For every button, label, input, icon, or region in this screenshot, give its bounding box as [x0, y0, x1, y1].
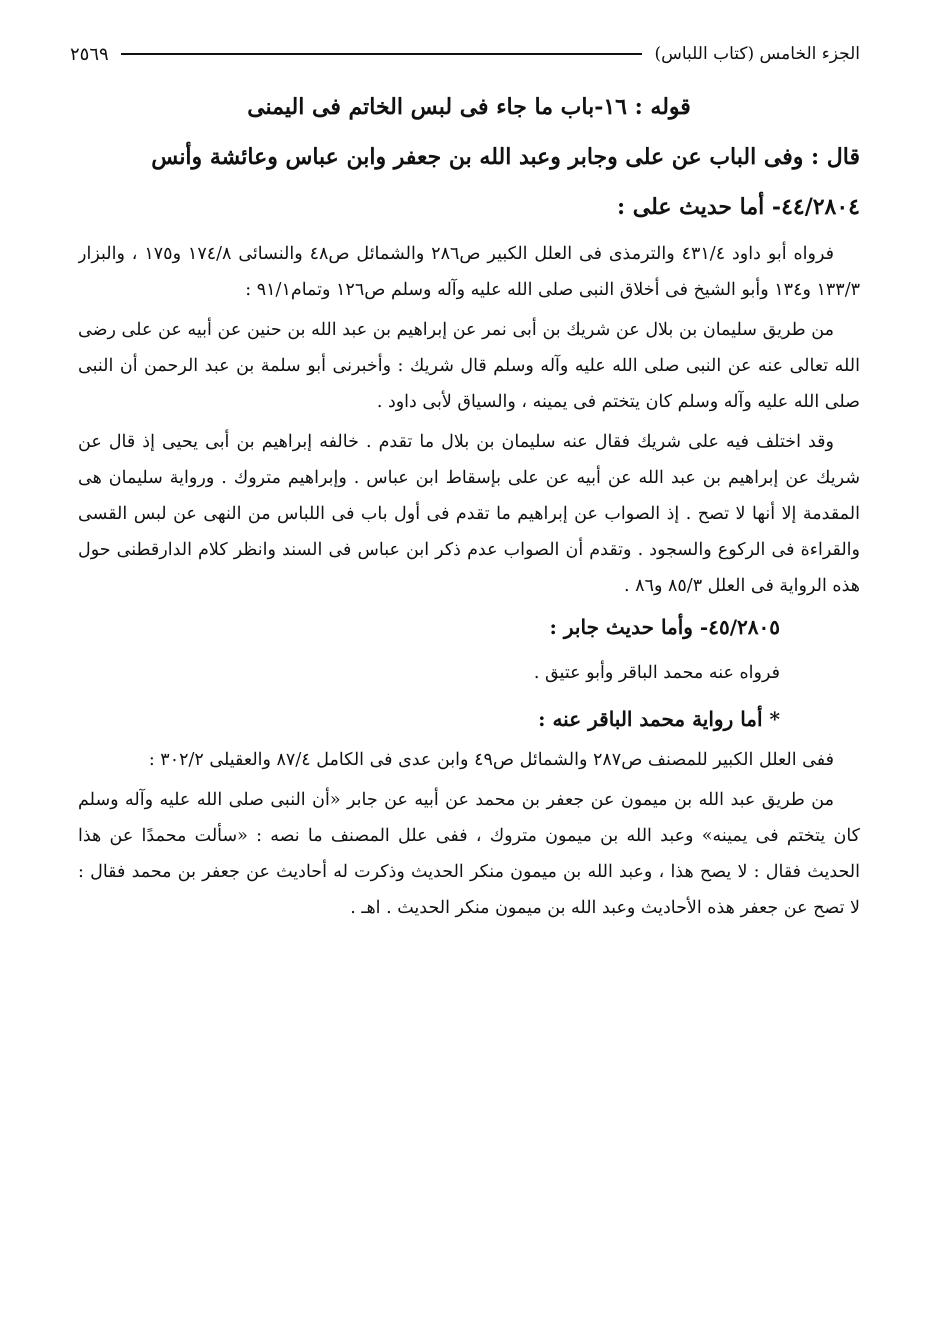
- page-number: ٢٥٦٩: [70, 43, 109, 65]
- page-header: [70, 34, 860, 74]
- subheading-baqir: * أما رواية محمد الباقر عنه :: [538, 707, 780, 731]
- paragraph-jabir-narrators: فرواه عنه محمد الباقر وأبو عتيق .: [533, 663, 780, 683]
- paragraph-sources-ali: فرواه أبو داود ٤٣١/٤ والترمذى فى العلل الكبير ص٢٨٦ والشمائل ص٤٨ والنسائى ١٧٤/٨ و١٧٥ ، والبزار ١٣٣/٣ و١٣٤ وأبو الشيخ فى أخلاق النبى صلى الله عليه وآله وسلم ص١٢٦ وتمام٩١/١ :: [78, 244, 860, 300]
- paragraph-sources-baqir: ففى العلل الكبير للمصنف ص٢٨٧ والشمائل ص٤٩ وابن عدى فى الكامل ٨٧/٤ والعقيلى ٣٠٢/٢ :: [148, 750, 834, 770]
- paragraph-discrepancy: وقد اختلف فيه على شريك فقال عنه سليمان بن بلال ما تقدم . خالفه إبراهيم بن أبى يحيى إذ قال عن شريك عن إبراهيم بن عبد الله عن أبيه عن على بإسقاط ابن عباس . وإبراهيم متروك . ورواية سليمان هى المقدمة إلا أنها لا تصح . إذ الصواب عن إبراهيم ما تقدم فى أول باب فى اللباس من النهى عن لبس القسى والقراءة فى الركوع والسجود . وتقدم أن الصواب عدم ذكر ابن عباس فى السند وانظر كلام الدارقطنى حول هذه الرواية فى العلل ٨٥/٣ و٨٦ .: [78, 432, 860, 596]
- running-title: الجزء الخامس (كتاب اللباس): [654, 44, 860, 64]
- hadith-heading-ali: ٤٤/٢٨٠٤- أما حديث على :: [616, 194, 860, 220]
- paragraph-chain-baqir: من طريق عبد الله بن ميمون عن جعفر بن محمد عن أبيه عن جابر «أن النبى صلى الله عليه وآله وسلم كان يتختم فى يمينه» وعبد الله بن ميمون متروك ، ففى علل المصنف ما نصه : «سألت محمدًا عن هذا الحديث فقال : لا يصح هذا ، وعبد الله بن ميمون منكر الحديث وذكرت له أحاديث عن جعفر بن محمد فقال : لا تصح عن جعفر هذه الأحاديث وعبد الله بن ميمون منكر الحديث . اهـ .: [78, 790, 860, 918]
- page-body: [78, 82, 860, 926]
- paragraph-chain-ali: من طريق سليمان بن بلال عن شريك بن أبى نمر عن إبراهيم بن عبد الله بن حنين عن أبيه عن على رضى الله تعالى عنه عن النبى صلى الله عليه وآله وسلم قال شريك : وأخبرنى أبو سلمة بن عبد الرحمن أن النبى صلى الله عليه وآله وسلم كان يتختم فى يمينه ، والسياق لأبى داود .: [78, 320, 860, 412]
- chapter-title: قوله : ١٦-باب ما جاء فى لبس الخاتم فى اليمنى: [247, 94, 691, 120]
- chapter-quote: قال : وفى الباب عن على وجابر وعبد الله بن جعفر وابن عباس وعائشة وأنس: [151, 144, 860, 170]
- header-rule: [121, 53, 643, 55]
- hadith-heading-jabir: ٤٥/٢٨٠٥- وأما حديث جابر :: [549, 615, 780, 639]
